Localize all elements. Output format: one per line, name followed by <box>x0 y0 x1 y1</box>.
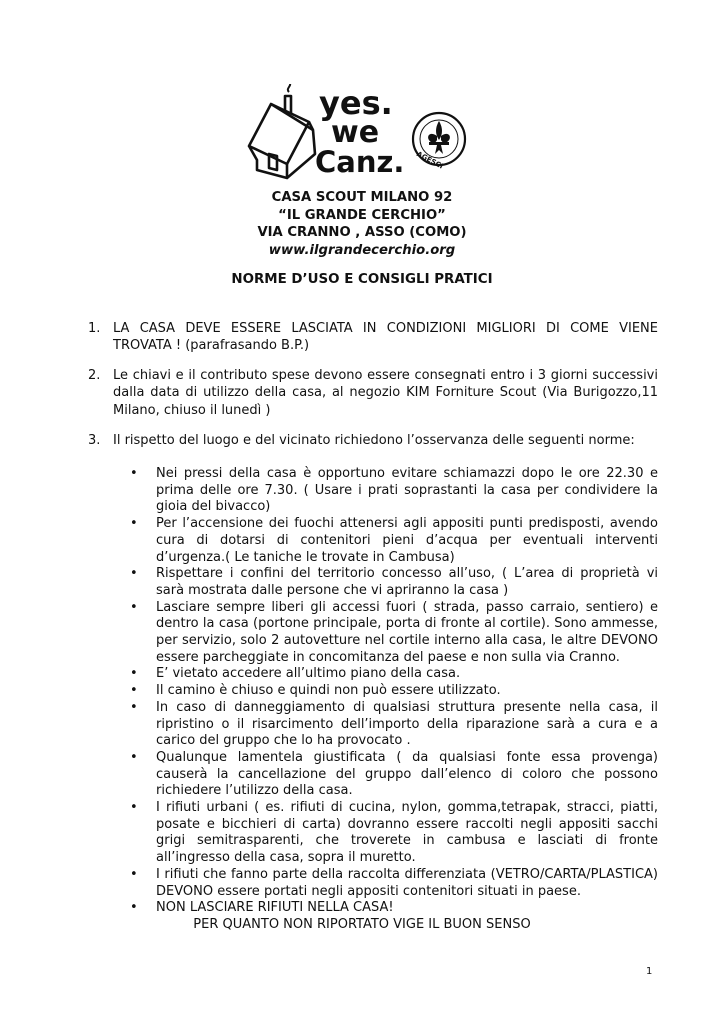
rule-text: Rispettare i confini del territorio concesso all’uso, ( L’area di proprietà vi sarà mostrata dalle persone che vi apriranno la casa ) <box>156 566 658 598</box>
header-line-2: “IL GRANDE CERCHIO” <box>278 207 446 223</box>
list-item <box>130 516 658 566</box>
list-item <box>130 750 658 800</box>
list-item <box>130 666 658 683</box>
item-number: 3. <box>88 433 101 448</box>
item-number: 1. <box>88 321 101 336</box>
rule-text: Nei pressi della casa è opportuno evitare schiamazzi dopo le ore 22.30 e prima delle ore 7.30. ( Usare i prati soprastanti la casa per condividere la gioia del bivacco) <box>156 466 658 515</box>
header-line-3: VIA CRANNO , ASSO (COMO) <box>257 225 467 240</box>
header-line-1: CASA SCOUT MILANO 92 <box>271 190 453 205</box>
rule-text: Per l’accensione dei fuochi attenersi agli appositi punti predisposti, avendo cura di dotarsi di contenitori pieni d’acqua per eventuali interventi d’urgenza.( Le taniche le trovate in Cambusa) <box>156 516 658 565</box>
item-text: LA CASA DEVE ESSERE LASCIATA IN CONDIZIONI MIGLIORI DI COME VIENE TROVATA ! (parafrasando B.P.) <box>113 321 658 354</box>
rule-text: I rifiuti urbani ( es. rifiuti di cucina, nylon, gomma,tetrapak, stracci, piatti, posate e bicchieri di carta) dovranno essere raccolti negli appositi sacchi grigi semitrasparenti, che troverete in cambusa e lasciati di fronte all’ingresso della casa, sopra il muretto. <box>156 800 658 866</box>
item-number: 2. <box>88 368 101 383</box>
logo <box>243 84 468 188</box>
agesci-seal-icon <box>413 113 465 171</box>
rule-text: NON LASCIARE RIFIUTI NELLA CASA! <box>156 900 394 916</box>
list-item <box>130 683 658 700</box>
rule-text: I rifiuti che fanno parte della raccolta differenziata (VETRO/CARTA/PLASTICA) DEVONO essere portati negli appositi contenitori situati in paese. <box>156 866 658 899</box>
item-text: Il rispetto del luogo e del vicinato richiedono l’osservanza delle seguenti norme: <box>113 433 635 448</box>
bullet-icon: • <box>130 699 138 715</box>
bullet-icon: • <box>130 666 138 682</box>
list-item <box>130 466 658 516</box>
house-icon <box>249 84 315 178</box>
list-item <box>130 600 658 667</box>
rule-text: In caso di danneggiamento di qualsiasi struttura presente nella casa, il ripristino o il risarcimento dell’importo della riparazione sarà a cura e a carico del gruppo che lo ha provocato . <box>156 699 658 749</box>
item-text: Le chiavi e il contributo spese devono essere consegnati entro i 3 giorni successivi dalla data di utilizzo della casa, al negozio KIM Forniture Scout (Via Burigozzo,11 Milano, chiuso il lunedì ) <box>113 368 658 418</box>
page-number: 1 <box>646 966 653 977</box>
rule-text: Il camino è chiuso e quindi non può essere utilizzato. <box>156 683 501 699</box>
bullet-icon: • <box>130 900 138 916</box>
logo-text-yes: yes. <box>319 84 393 122</box>
website-url: www.ilgrandecerchio.org <box>268 242 456 258</box>
bullet-icon: • <box>130 683 138 699</box>
logo-text-canz: Canz. <box>315 145 405 179</box>
bullet-icon: • <box>130 466 138 481</box>
logo-text-we: we <box>331 115 380 150</box>
rule-text: Qualunque lamentela giustificata ( da qualsiasi fonte essa provenga) causerà la cancellazione del gruppo dall’elenco di coloro che possono richiedere l’utilizzo della casa. <box>156 749 658 799</box>
list-item <box>130 900 658 917</box>
numbered-item-3 <box>88 432 658 449</box>
closing-statement: PER QUANTO NON RIPORTATO VIGE IL BUON SENSO <box>193 917 531 932</box>
bullet-icon: • <box>130 516 138 532</box>
numbered-item-2 <box>88 367 658 419</box>
list-item <box>130 867 658 900</box>
rule-text: Lasciare sempre liberi gli accessi fuori ( strada, passo carraio, sentiero) e dentro la casa (portone principale, porta di fronte al cortile). Sono ammesse, per servizio, solo 2 autovetture nel cortile interno alla casa, le altre DEVONO essere parcheggiate in concomitanza del paese e non sulla via Cranno. <box>156 599 658 665</box>
bullet-icon: • <box>130 599 138 615</box>
header-block <box>0 189 724 259</box>
yes-we-canz-logo <box>243 84 468 188</box>
rules-list <box>130 466 658 917</box>
seal-text: AGESCI <box>415 150 445 171</box>
rule-text: E’ vietato accedere all’ultimo piano della casa. <box>156 666 461 682</box>
bullet-icon: • <box>130 749 138 765</box>
bullet-icon: • <box>130 800 138 816</box>
list-item <box>130 800 658 867</box>
numbered-item-1 <box>88 320 658 355</box>
list-item <box>130 566 658 599</box>
bullet-icon: • <box>130 566 138 582</box>
bullet-icon: • <box>130 866 138 882</box>
list-item <box>130 700 658 750</box>
document-subtitle: NORME D’USO E CONSIGLI PRATICI <box>231 272 493 287</box>
